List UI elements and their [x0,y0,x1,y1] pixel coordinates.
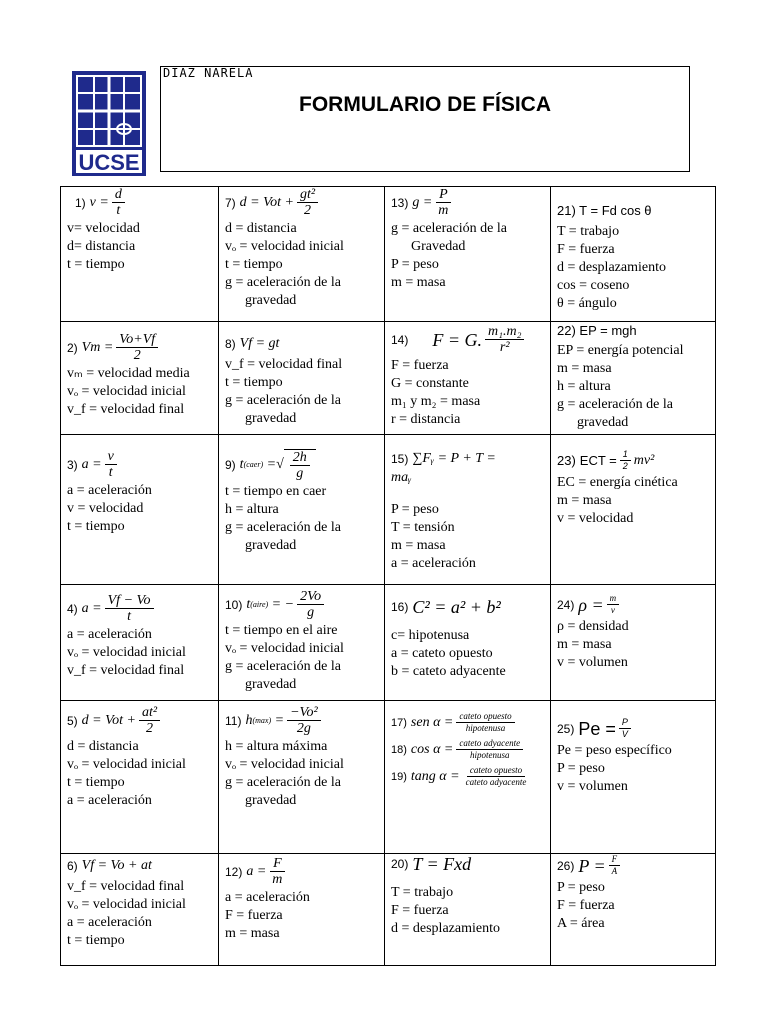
definition-line: a = aceleración [225,890,310,905]
definition-line: b = cateto adyacente [391,664,506,679]
logo-text: UCSE [78,150,140,175]
formula-cell-23 [551,435,716,585]
formula-cell-3 [61,435,219,585]
formula-text: 18) [391,743,407,756]
formula-cell-15 [385,435,551,585]
definition-line: T = tensión [391,520,455,535]
formula-text: Pe = [578,718,616,739]
definition-line: P = peso [391,502,439,517]
formula-text: (caer) [243,460,264,469]
definition-line: gravedad [577,415,629,430]
formula-cell-16 [385,585,551,701]
formula-text: ECT = [579,452,617,468]
formula-cell-21 [551,187,716,322]
formula-text: 10) [225,597,243,612]
author-name: DIAZ NARELA [163,66,254,80]
formula-text: Vm = [81,339,114,355]
formula-text: 26) [557,858,575,873]
formula-cell-6 [61,854,219,966]
formula-text: = [266,457,277,472]
definition-line: T = trabajo [557,224,620,239]
formula-text: −Vo² [287,705,321,721]
formula-text: 19) [391,770,407,783]
formula-text: sen α = [410,714,454,730]
definition-line: h = altura [225,502,279,517]
definition-line: vₘ = velocidad media [67,366,190,381]
definition-line: vₒ = velocidad inicial [225,239,344,254]
definition-line: v_f = velocidad final [67,879,185,894]
formula-text: F [609,854,621,866]
formula-text: v [610,605,615,615]
formula-text: cateto opuesto [456,711,514,723]
definition-line: EP = energía potencial [557,343,684,358]
formula-text: F [270,856,285,872]
formula-cell-12 [219,854,385,966]
header-box [160,66,690,172]
definition-line: A = área [557,916,605,931]
definition-line: vₒ = velocidad inicial [225,757,344,772]
formula-text: 24) [557,597,575,612]
formula-text: = [274,712,285,728]
formula-text: v [105,449,117,465]
formula-cell-2 [61,322,219,435]
table-row [61,435,716,585]
table-row [61,322,716,435]
formula-text: mv² [633,452,655,468]
definition-line: vₒ = velocidad inicial [67,897,186,912]
formula-cell-10 [219,585,385,701]
formula-text: cateto adyacente [456,738,523,750]
formula-text: cos α = [410,741,454,757]
formula-cell-11 [219,701,385,854]
formula-text: 4) [67,601,78,616]
formula-cell-4 [61,585,219,701]
formula-cell-9: 9) t (caer) = √ $\frac{2h}{g}$ t = tiempo en caer h = altura g = aceleración de la gravedad [219,435,385,585]
formula-text: 2 [146,721,154,736]
formula-text: 25) [557,721,575,736]
formula-text: T = Fxd [412,854,472,874]
formula-text: 5) [67,713,78,728]
definition-line: EC = energía cinética [557,475,678,490]
definition-line: F = fuerza [225,908,283,923]
definition-line: gravedad [245,538,297,553]
definition-line: t = tiempo [67,775,125,790]
formula-text: hipotenusa [469,750,510,760]
formula-text: t [127,609,132,624]
definition-line: d = desplazamiento [391,921,500,936]
formula-text: a = [246,863,267,879]
formula-cell-7 [219,187,385,322]
definition-line: v_f = velocidad final [225,357,343,372]
definition-line: g = aceleración de la [225,775,341,790]
definition-line: a = aceleración [67,483,152,498]
formula-text: g [307,605,315,620]
formula-text: m [272,872,283,887]
formula-text: (aire) [250,599,269,609]
definition-line: v = volumen [557,655,628,670]
table-row [61,187,716,322]
formula-cell-25 [551,701,716,854]
definition-line: m = masa [557,637,612,652]
formula-text: 1 [620,449,631,461]
formula-text: ρ = [578,594,604,615]
definition-line: F = fuerza [391,903,449,918]
definition-line: a = aceleración [67,915,152,930]
formula-text: Vf = Vo + at [81,858,152,873]
formula-cell-26 [551,854,716,966]
definition-line: m = masa [557,493,612,508]
definition-line: m = masa [557,361,612,376]
definition-line: m = masa [391,538,446,553]
definition-line: d= distancia [67,239,136,254]
formula-text: 13) [391,195,409,210]
definition-line: d = distancia [67,739,139,754]
formula-cell-8 [219,322,385,435]
definition-line: g = aceleración de la [557,397,673,412]
definition-line: t = tiempo [225,257,283,272]
definition-line: cos = coseno [557,278,630,293]
definition-line: P = peso [391,257,439,272]
ucse-logo [72,71,146,176]
formula-text: maᵧ [391,470,412,485]
formula-text: 20) [391,857,409,871]
formula-text: P = [578,855,606,876]
definition-line: vₒ = velocidad inicial [67,757,186,772]
formula-text: 6) [67,859,78,873]
formula-text: C² = a² + b² [412,597,501,617]
formula-text: 2) [67,340,78,355]
definition-line: vₒ = velocidad inicial [67,645,186,660]
formula-text: d = Vot + [239,194,294,210]
definition-line: v = velocidad [67,501,144,516]
formula-text: 9) [225,458,236,472]
formula-cell-5 [61,701,219,854]
definition-line: gravedad [245,411,297,426]
definition-line: v_f = velocidad final [67,402,185,417]
formula-text: m₁.m₂ [485,324,524,340]
formula-text: 12) [225,864,243,879]
formula-table [60,186,716,966]
formula-text: cateto adyacente [465,777,527,787]
formula-text: t [108,465,113,480]
definition-line: v= velocidad [67,221,140,236]
formula-text: a = [81,600,102,616]
formula-text: 3) [67,457,78,472]
formula-text: 15) [391,452,409,466]
definition-line: F = fuerza [391,358,449,373]
formula-text: Vf = gt [239,336,280,351]
formula-cell-13 [385,187,551,322]
formula-text: 14) [391,332,409,347]
formula-text: cateto opuesto [467,765,525,777]
formula-text: t [116,203,121,218]
definition-line: t = tiempo en el aire [225,623,338,638]
definition-line: t = tiempo [67,933,125,948]
table-row [61,701,716,854]
formula-text: gt² [297,187,318,203]
formula-text: 21) T = Fd cos θ [557,203,652,218]
definition-line: t = tiempo [67,257,125,272]
formula-text: 1) [75,195,86,210]
formula-text: tang α = [410,768,460,784]
formula-cell-20 [385,854,551,966]
formula-text: 2 [622,461,628,471]
formula-text: A [611,866,618,876]
definition-line: r = distancia [391,412,461,427]
definition-line: a = cateto opuesto [391,646,493,661]
formula-text: 22) EP = mgh [557,323,637,338]
definition-line: v = velocidad [557,511,634,526]
formula-text: Vf − Vo [105,593,154,609]
formula-text: hipotenusa [465,723,506,733]
formula-text: at² [139,705,160,721]
definition-line: a = aceleración [67,793,152,808]
definition-line: vₒ = velocidad inicial [225,641,344,656]
definition-line: g = aceleración de la [225,393,341,408]
definition-line: g = aceleración de la [391,221,507,236]
definition-line: g = aceleración de la [225,659,341,674]
formula-text: 2 [304,203,312,218]
table-row [61,585,716,701]
definition-line: a = aceleración [391,556,476,571]
formula-text: P [619,717,631,729]
formula-text: 2h [290,450,310,466]
formula-text: V [621,729,628,739]
definition-line: gravedad [245,677,297,692]
definition-line: a = aceleración [67,627,152,642]
formula-text: t [239,457,244,472]
formula-text: 2 [133,348,141,363]
formula-text: 2Vo [297,589,324,605]
definition-line: m = masa [391,275,446,290]
definition-line: gravedad [245,793,297,808]
definition-line: P = peso [557,761,605,776]
definition-line: d = distancia [225,221,297,236]
formula-text: 8) [225,337,236,351]
definition-line: t = tiempo [225,375,283,390]
definition-line: G = constante [391,376,469,391]
definition-line: h = altura [557,379,611,394]
definition-line: v_f = velocidad final [67,663,185,678]
formula-text: r² [499,340,510,355]
definition-line: Gravedad [411,239,466,254]
formula-text: m [607,593,620,605]
definition-line: θ = ángulo [557,296,617,311]
definition-line: c= hipotenusa [391,628,470,643]
formula-text: 23) [557,452,576,468]
formula-text: F = G. [432,329,482,350]
formula-text: 11) [225,713,242,728]
formula-text: 16) [391,600,409,614]
definition-line: F = fuerza [557,242,615,257]
formula-text: = − [271,596,295,612]
formula-text: d = Vot + [81,712,136,728]
page-title: FORMULARIO DE FÍSICA [299,93,551,116]
formula-text: (max) [252,715,272,725]
formula-text: P [436,187,451,203]
formula-text: t [246,596,251,612]
formula-text: g [296,466,304,481]
definition-line: t = tiempo [67,519,125,534]
definition-line: gravedad [245,293,297,308]
formula-text: 17) [391,716,407,729]
definition-line: m₁ y m₂ = masa [391,394,481,409]
formula-cell-24 [551,585,716,701]
definition-line: d = desplazamiento [557,260,666,275]
formula-text: 7) [225,195,236,210]
definition-line: g = aceleración de la [225,520,341,535]
definition-line: ρ = densidad [557,619,629,634]
definition-line: v = volumen [557,779,628,794]
formula-cell-22 [551,322,716,435]
formula-cell-1 [61,187,219,322]
definition-line: g = aceleración de la [225,275,341,290]
formula-text: m [438,203,449,218]
definition-line: h = altura máxima [225,739,328,754]
formula-text: 2g [296,721,311,736]
formula-text: v = [89,194,109,210]
formula-text: ∑Fᵧ = P + T = [412,451,496,466]
definition-line: vₒ = velocidad inicial [67,384,186,399]
definition-line: P = peso [557,880,605,895]
formula-cell-17-19 [385,701,551,854]
definition-line: F = fuerza [557,898,615,913]
formula-text: h [245,712,253,728]
formula-text: Vo+Vf [116,332,158,348]
definition-line: t = tiempo en caer [225,484,327,499]
table-row [61,854,716,966]
definition-line: m = masa [225,926,280,941]
formula-text: a = [81,456,102,472]
formula-cell-14 [385,322,551,435]
formula-text: d [112,187,125,203]
definition-line: Pe = peso específico [557,743,672,758]
formula-text: g = [412,194,433,210]
definition-line: T = trabajo [391,885,454,900]
